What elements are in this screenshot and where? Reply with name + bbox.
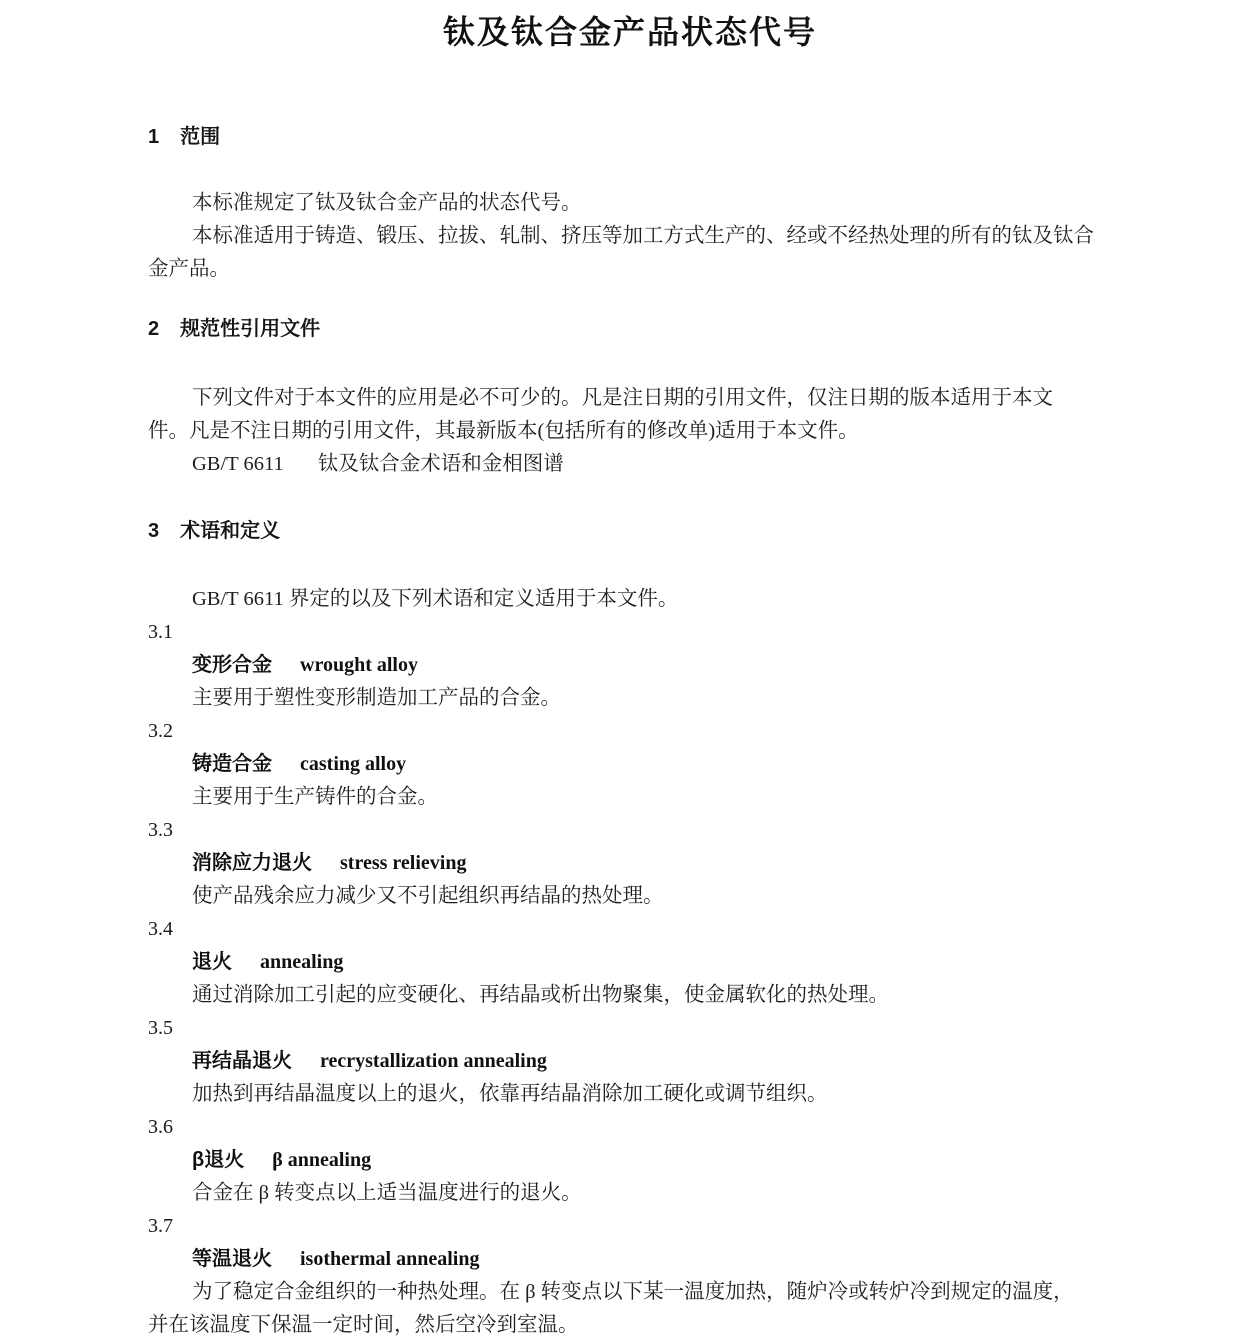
section-scope (148, 124, 1112, 286)
term-heading (148, 847, 1112, 880)
section-title: 规范性引用文件 (180, 318, 321, 340)
term-definition-line: 主要用于塑性变形制造加工产品的合金。 (192, 687, 561, 709)
term-number: 3.2 (148, 720, 173, 742)
term-entry (148, 814, 1112, 913)
reference-code: GB/T 6611 (192, 453, 284, 475)
section-heading-references (148, 316, 1112, 343)
term-definition-line: 为了稳定合金组织的一种热处理。在 β 转变点以下某一温度加热，随炉冷或转炉冷到规定的温度， (192, 1281, 1074, 1303)
section-title: 术语和定义 (180, 520, 281, 542)
term-name-zh: 等温退火 (192, 1248, 272, 1270)
term-heading (148, 946, 1112, 979)
document-title: 钛及钛合金产品状态代号 (442, 14, 817, 50)
paragraph-line: GB/T 6611 界定的以及下列术语和定义适用于本文件。 (192, 588, 679, 610)
term-name-zh: 铸造合金 (192, 753, 272, 775)
term-name-en: isothermal annealing (300, 1248, 480, 1270)
term-entry (148, 1210, 1112, 1342)
paragraph-line: 本标准适用于铸造、锻压、拉拔、轧制、挤压等加工方式生产的、经或不经热处理的所有的钛及钛合 (192, 225, 1094, 247)
terms-list (148, 616, 1112, 1342)
term-name-en: recrystallization annealing (320, 1050, 547, 1072)
term-number: 3.5 (148, 1017, 173, 1039)
term-number: 3.7 (148, 1215, 173, 1237)
term-definition-line: 加热到再结晶温度以上的退火，依靠再结晶消除加工硬化或调节组织。 (192, 1083, 828, 1105)
term-number: 3.6 (148, 1116, 173, 1138)
term-heading (148, 1045, 1112, 1078)
term-entry (148, 1111, 1112, 1210)
term-number: 3.1 (148, 621, 173, 643)
term-entry (148, 715, 1112, 814)
term-entry (148, 616, 1112, 715)
term-name-zh: 消除应力退火 (192, 852, 312, 874)
term-name-zh: 变形合金 (192, 654, 272, 676)
section-title: 范围 (180, 126, 221, 148)
section-number: 1 (148, 126, 160, 148)
paragraph-line: 件。凡是不注日期的引用文件，其最新版本(包括所有的修改单)适用于本文件。 (148, 420, 859, 442)
paragraph-line: 本标准规定了钛及钛合金产品的状态代号。 (192, 192, 582, 214)
term-name-zh: 退火 (192, 951, 232, 973)
section-body (148, 583, 1112, 616)
term-heading (148, 1144, 1112, 1177)
section-terms-definitions (148, 518, 1112, 1342)
term-name-zh: 再结晶退火 (192, 1050, 292, 1072)
term-heading (148, 748, 1112, 781)
reference-entry (148, 448, 1112, 481)
term-definition-line: 合金在 β 转变点以上适当温度进行的退火。 (192, 1182, 582, 1204)
reference-title: 钛及钛合金术语和金相图谱 (317, 453, 564, 475)
term-definition-line: 通过消除加工引起的应变硬化、再结晶或析出物聚集，使金属软化的热处理。 (192, 984, 889, 1006)
term-entry (148, 1012, 1112, 1111)
section-heading-scope (148, 124, 1112, 151)
term-name-en: β annealing (272, 1149, 372, 1171)
term-name-en: casting alloy (300, 753, 407, 775)
section-normative-references (148, 316, 1112, 481)
term-name-en: annealing (260, 951, 344, 973)
paragraph-line: 下列文件对于本文件的应用是必不可少的。凡是注日期的引用文件，仅注日期的版本适用于本文 (192, 387, 1053, 409)
term-heading (148, 1243, 1112, 1276)
term-name-en: stress relieving (340, 852, 467, 874)
section-body (148, 187, 1112, 286)
term-definition-line: 并在该温度下保温一定时间，然后空冷到室温。 (148, 1314, 579, 1336)
term-definition-line: 主要用于生产铸件的合金。 (192, 786, 438, 808)
paragraph-line: 金产品。 (148, 258, 230, 280)
term-entry (148, 913, 1112, 1012)
term-definition-line: 使产品残余应力减少又不引起组织再结晶的热处理。 (192, 885, 664, 907)
term-name-zh: β退火 (192, 1149, 245, 1171)
term-number: 3.4 (148, 918, 173, 940)
section-number: 3 (148, 520, 160, 542)
term-heading (148, 649, 1112, 682)
term-name-en: wrought alloy (300, 654, 418, 676)
section-heading-terms (148, 518, 1112, 545)
section-number: 2 (148, 318, 160, 340)
term-number: 3.3 (148, 819, 173, 841)
section-body (148, 382, 1112, 481)
